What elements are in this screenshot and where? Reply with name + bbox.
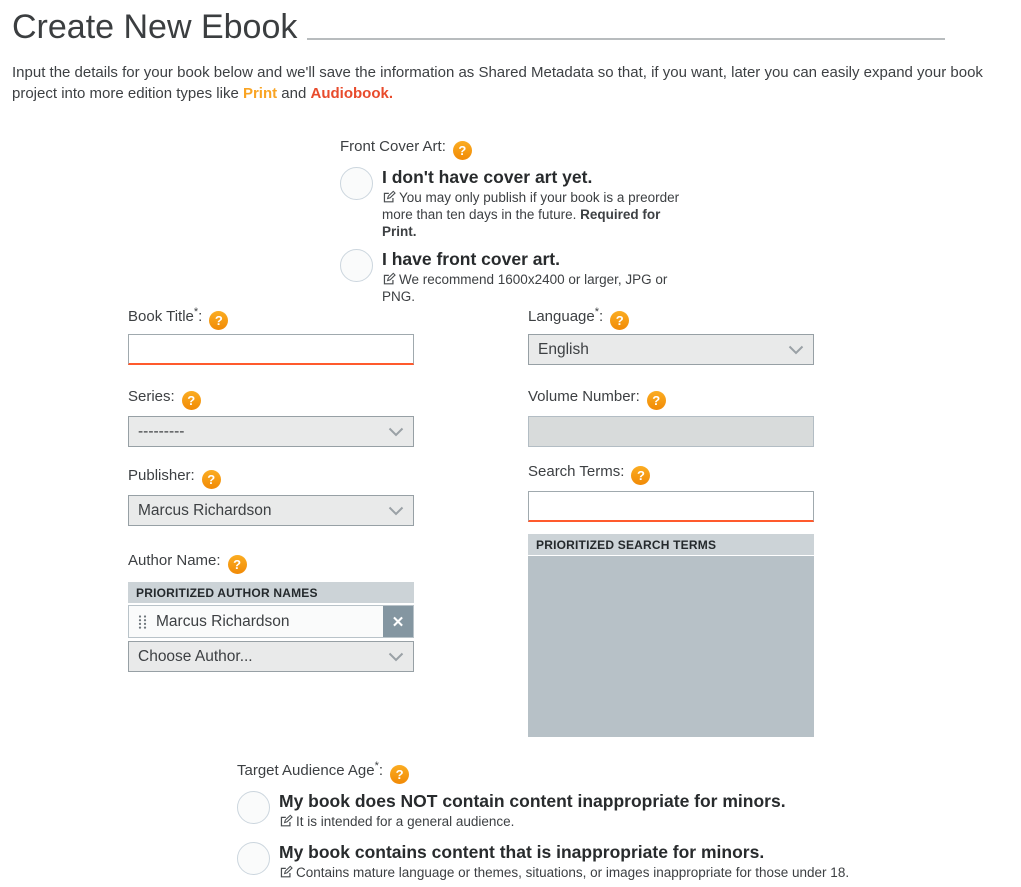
drag-handle-icon[interactable] (138, 614, 147, 630)
help-icon[interactable]: ? (647, 391, 666, 410)
help-icon[interactable]: ? (182, 391, 201, 410)
intro-period: . (388, 85, 393, 102)
cover-option-none-desc: You may only publish if your book is a preorder more than ten days in the future. Required for Print. (382, 190, 680, 239)
series-label: Series: (128, 388, 175, 405)
help-icon[interactable]: ? (610, 311, 629, 330)
page-header (12, 8, 945, 47)
chevron-down-icon (388, 506, 404, 516)
edit-icon (382, 272, 396, 286)
volume-number-label: Volume Number: (528, 388, 640, 405)
volume-number-input-disabled (528, 416, 814, 447)
publisher-field (128, 467, 414, 526)
front-cover-art-label: Front Cover Art: (340, 138, 446, 155)
publisher-select[interactable]: Marcus Richardson (128, 495, 414, 526)
radio-inappropriate[interactable] (237, 842, 270, 875)
target-audience-label: Target Audience Age*: (237, 760, 384, 779)
chevron-down-icon (788, 345, 804, 355)
search-terms-field (528, 463, 814, 522)
cover-option-have (340, 249, 692, 305)
search-terms-input[interactable] (528, 491, 814, 522)
author-name-label-row (128, 552, 247, 574)
remove-author-button[interactable]: ✕ (383, 606, 413, 637)
audience-option-general-desc: It is intended for a general audience. (279, 813, 786, 830)
audience-option-mature (237, 842, 849, 881)
author-name-label: Author Name: (128, 552, 221, 569)
help-icon[interactable]: ? (631, 466, 650, 485)
language-field (528, 306, 814, 365)
prioritized-author-names-box (128, 582, 414, 672)
help-icon[interactable]: ? (202, 470, 221, 489)
chevron-down-icon (388, 652, 404, 662)
intro-print: Print (242, 85, 278, 102)
title-rule (307, 38, 945, 40)
prioritized-search-terms-header: PRIORITIZED SEARCH TERMS (528, 534, 814, 555)
series-select[interactable]: --------- (128, 416, 414, 447)
radio-have-cover-art[interactable] (340, 249, 373, 282)
series-field (128, 388, 414, 447)
help-icon[interactable]: ? (209, 311, 228, 330)
author-name-value: Marcus Richardson (156, 612, 290, 630)
book-title-field (128, 306, 414, 365)
audience-option-general-title[interactable]: My book does NOT contain content inappropriate for minors. (279, 791, 786, 811)
intro-and: and (277, 85, 311, 102)
book-title-label: Book Title*: (128, 306, 203, 325)
prioritized-search-terms-box (528, 534, 814, 737)
help-icon[interactable]: ? (390, 765, 409, 784)
audience-option-mature-title[interactable]: My book contains content that is inappropriate for minors. (279, 842, 765, 862)
language-label: Language*: (528, 306, 604, 325)
target-audience-section (237, 760, 849, 887)
author-list-item[interactable] (128, 605, 414, 638)
cover-option-have-title[interactable]: I have front cover art. (382, 249, 560, 269)
front-cover-art-section (340, 138, 692, 314)
cover-option-none (340, 167, 692, 240)
language-select[interactable]: English (528, 334, 814, 365)
edit-icon (279, 865, 293, 879)
book-title-input[interactable] (128, 334, 414, 365)
volume-number-field (528, 388, 814, 447)
edit-icon (382, 190, 396, 204)
publisher-label: Publisher: (128, 467, 195, 484)
chevron-down-icon (388, 427, 404, 437)
search-terms-label: Search Terms: (528, 463, 625, 480)
radio-no-cover-art[interactable] (340, 167, 373, 200)
help-icon[interactable]: ? (228, 555, 247, 574)
intro-audiobook: Audiobook (310, 85, 389, 102)
page-title: Create New Ebook (12, 8, 298, 46)
radio-not-inappropriate[interactable] (237, 791, 270, 824)
audience-option-general (237, 791, 849, 830)
intro-before: Input the details for your book below and we'll save the information as Shared Metadata so that, if you want, later you can easily expand your book project into more edition types like (12, 64, 983, 102)
cover-option-have-desc: We recommend 1600x2400 or larger, JPG or PNG. (382, 272, 668, 304)
prioritized-search-terms-list (528, 556, 814, 737)
intro-text (12, 62, 1007, 104)
prioritized-author-names-header: PRIORITIZED AUTHOR NAMES (128, 582, 414, 603)
audience-option-mature-desc: Contains mature language or themes, situations, or images inappropriate for those under 18. (279, 864, 849, 881)
cover-option-none-title[interactable]: I don't have cover art yet. (382, 167, 593, 187)
choose-author-select[interactable]: Choose Author... (128, 641, 414, 672)
edit-icon (279, 814, 293, 828)
help-icon[interactable]: ? (453, 141, 472, 160)
